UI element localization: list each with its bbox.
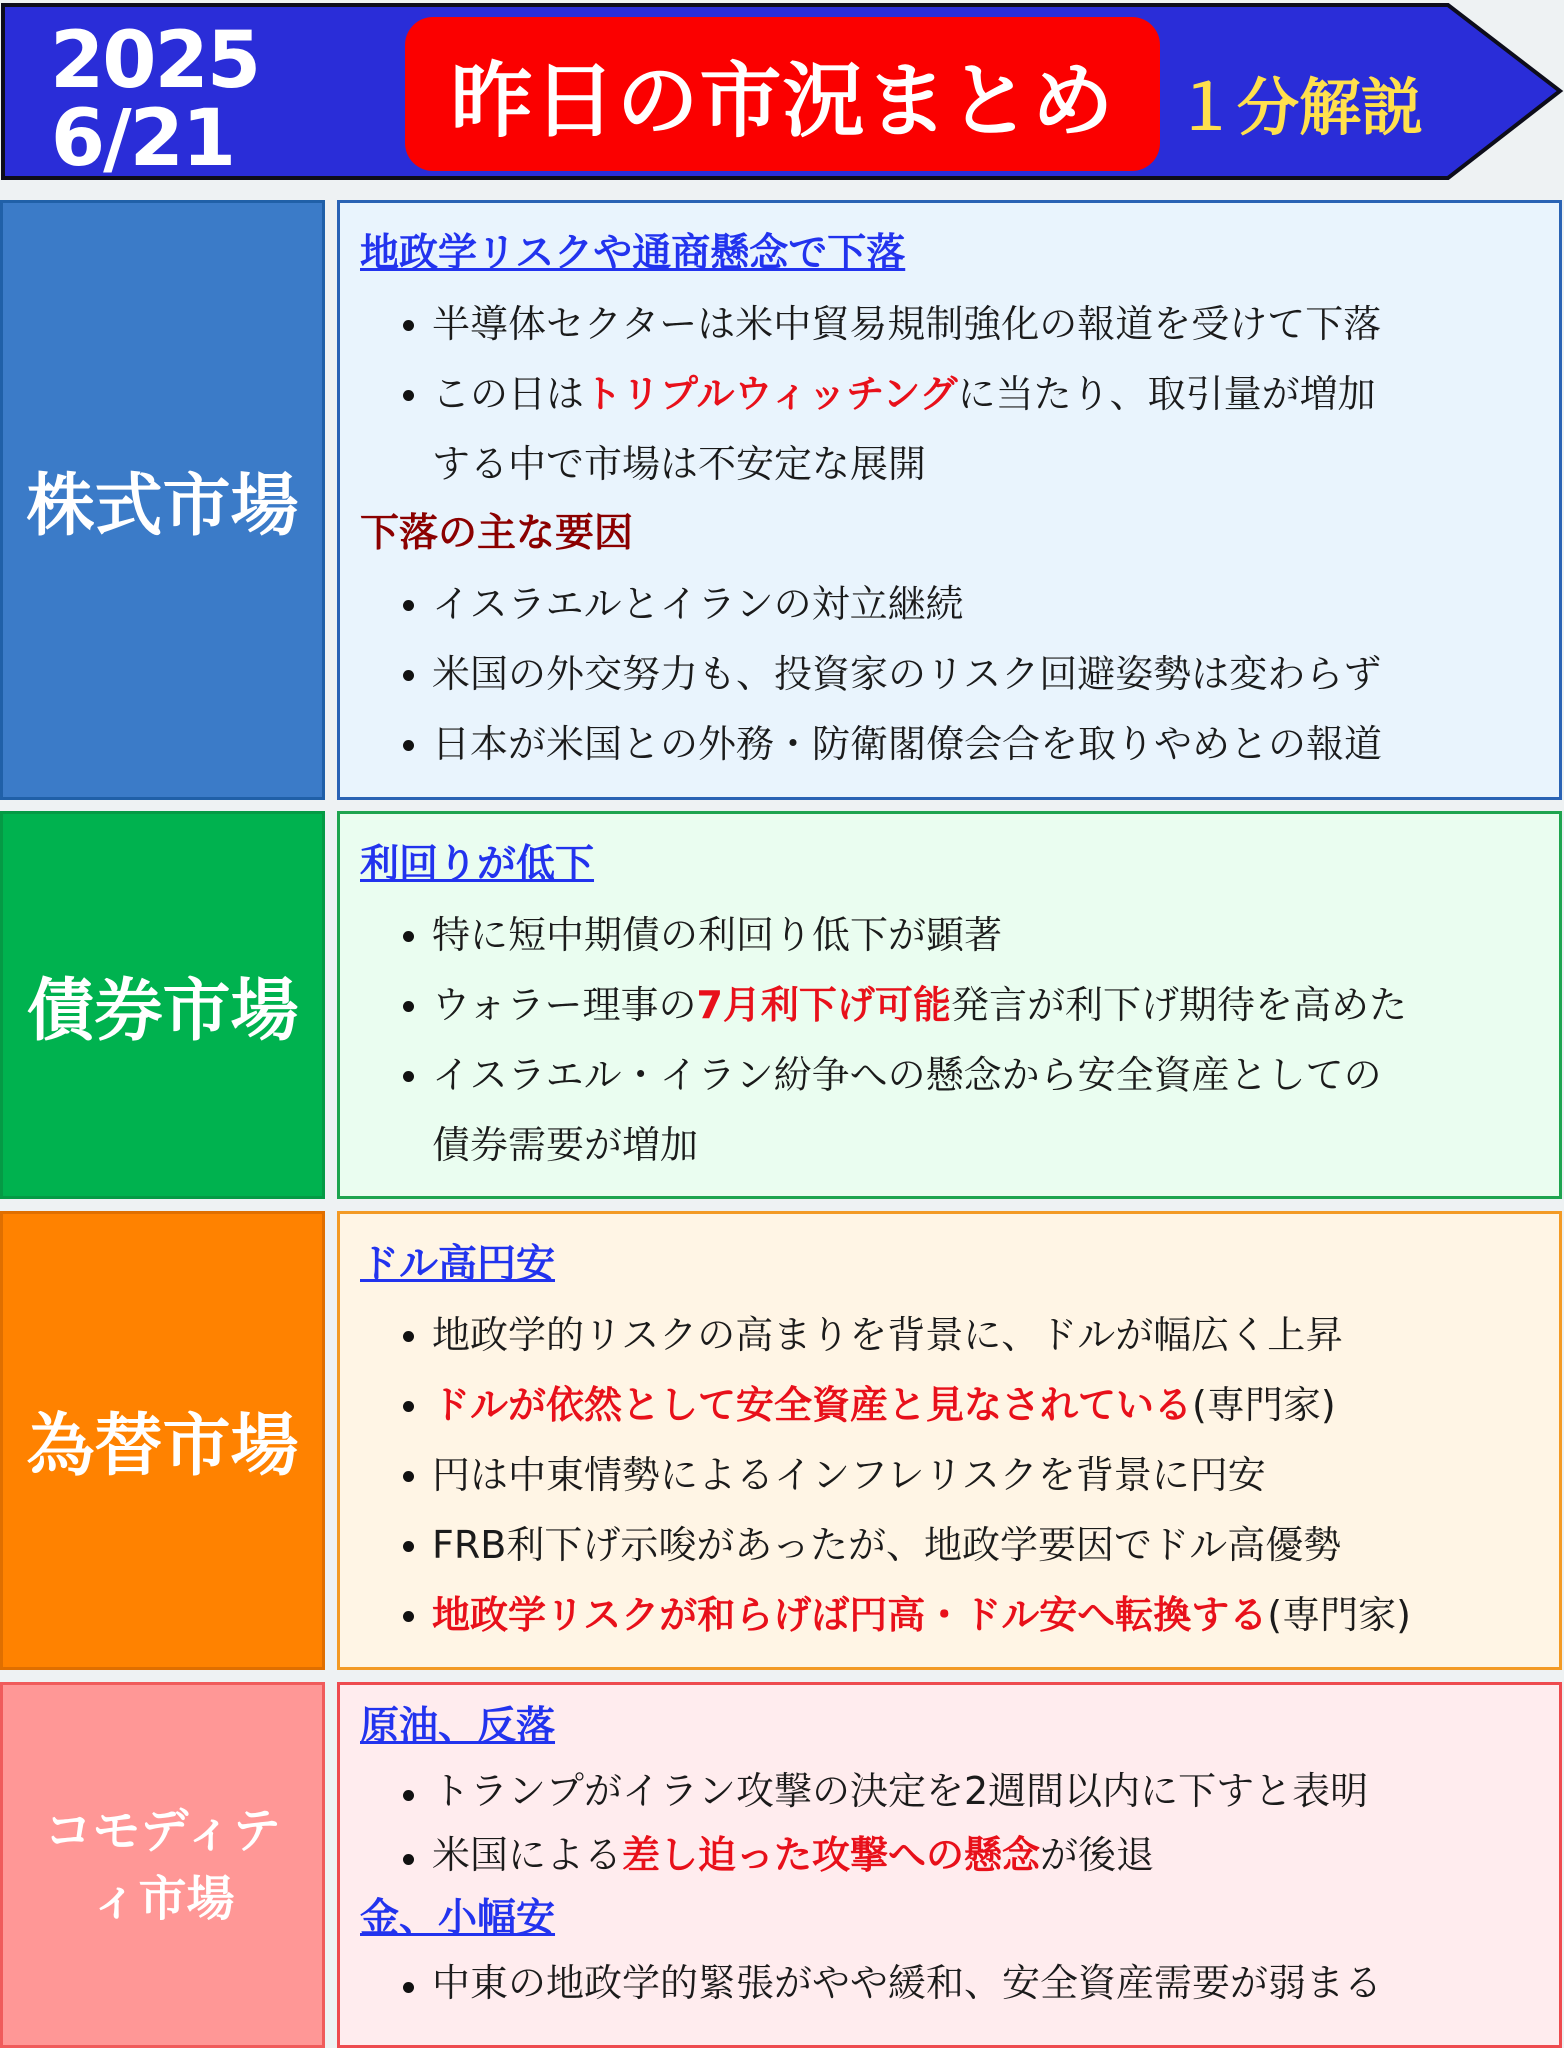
section-label — [0, 1682, 325, 2048]
list-item: ウォラー理事の7月利下げ可能発言が利下げ期待を高めた — [360, 970, 1539, 1040]
section-commodity-market — [0, 1682, 1564, 2048]
list-item: 地政学リスクが和らげば円高・ドル安へ転換する(専門家) — [360, 1580, 1539, 1650]
section-label-line1: コモディテ — [44, 1803, 281, 1859]
bullet-list — [360, 1300, 1539, 1650]
page-title: 昨日の市況まとめ — [450, 53, 1115, 149]
highlight-text: 差し迫った攻撃への懸念 — [622, 1833, 1041, 1877]
section-heading: 利回りが低下 — [360, 842, 595, 887]
section-content — [337, 1682, 1562, 2048]
bullet-list — [360, 900, 1539, 1180]
section-content — [337, 1211, 1562, 1670]
list-item: 米国による差し迫った攻撃への懸念が後退 — [360, 1823, 1539, 1887]
list-item: 円は中東情勢によるインフレリスクを背景に円安 — [360, 1440, 1539, 1510]
section-label — [0, 200, 325, 800]
section-label — [0, 811, 325, 1199]
section-label-text: 債券市場 — [26, 971, 299, 1051]
section-bond-market — [0, 811, 1564, 1199]
list-item: 米国の外交努力も、投資家のリスク回避姿勢は変わらず — [360, 639, 1539, 709]
list-item: イスラエルとイランの対立継続 — [360, 569, 1539, 639]
list-item-continuation: する中で市場は不安定な展開 — [432, 442, 927, 486]
bullet-list — [360, 569, 1539, 779]
section-fx-market — [0, 1211, 1564, 1670]
section-content — [337, 811, 1562, 1199]
section-stock-market — [0, 200, 1564, 800]
list-item: 特に短中期債の利回り低下が顕著 — [360, 900, 1539, 970]
section-heading: ドル高円安 — [360, 1242, 556, 1287]
page-subtitle: １分解説 — [1175, 71, 1424, 144]
section-label-text: 為替市場 — [26, 1407, 299, 1486]
section-label-text: 株式市場 — [26, 466, 299, 546]
list-item: イスラエル・イラン紛争への懸念から安全資産としての — [360, 1040, 1539, 1110]
list-item-continuation: 債券需要が増加 — [432, 1123, 699, 1167]
date-year: 2025 — [50, 16, 260, 106]
list-item: ドルが依然として安全資産と見なされている(専門家) — [360, 1370, 1539, 1440]
section-label-line2: ィ市場 — [90, 1871, 235, 1927]
bullet-list — [360, 1759, 1539, 1887]
section-content — [337, 200, 1562, 800]
bullet-list — [360, 289, 1539, 499]
list-item: この日はトリプルウィッチングに当たり、取引量が増加 — [360, 359, 1539, 429]
section-label — [0, 1211, 325, 1670]
section-heading: 地政学リスクや通商懸念で下落 — [360, 231, 906, 276]
section-heading: 金、小幅安 — [360, 1896, 556, 1941]
highlight-text: 7月利下げ可能 — [696, 983, 951, 1027]
highlight-text: 地政学リスクが和らげば円高・ドル安へ転換する — [432, 1593, 1268, 1637]
list-item: 日本が米国との外務・防衛閣僚会合を取りやめとの報道 — [360, 709, 1539, 779]
list-item: FRB利下げ示唆があったが、地政学要因でドル高優勢 — [360, 1510, 1539, 1580]
highlight-text: トリプルウィッチング — [584, 372, 958, 416]
section-heading: 原油、反落 — [360, 1704, 556, 1749]
section-subheading: 下落の主な要因 — [360, 511, 634, 556]
list-item: 地政学的リスクの高まりを背景に、ドルが幅広く上昇 — [360, 1300, 1539, 1370]
header-banner — [0, 0, 1564, 185]
bullet-list — [360, 1951, 1539, 2015]
list-item: 中東の地政学的緊張がやや緩和、安全資産需要が弱まる — [360, 1951, 1539, 2015]
title-pill — [405, 17, 1160, 171]
list-item: トランプがイラン攻撃の決定を2週間以内に下すと表明 — [360, 1759, 1539, 1823]
highlight-text: ドルが依然として安全資産と見なされている — [432, 1383, 1193, 1427]
date-month-day: 6/21 — [50, 94, 235, 184]
list-item: 半導体セクターは米中貿易規制強化の報道を受けて下落 — [360, 289, 1539, 359]
